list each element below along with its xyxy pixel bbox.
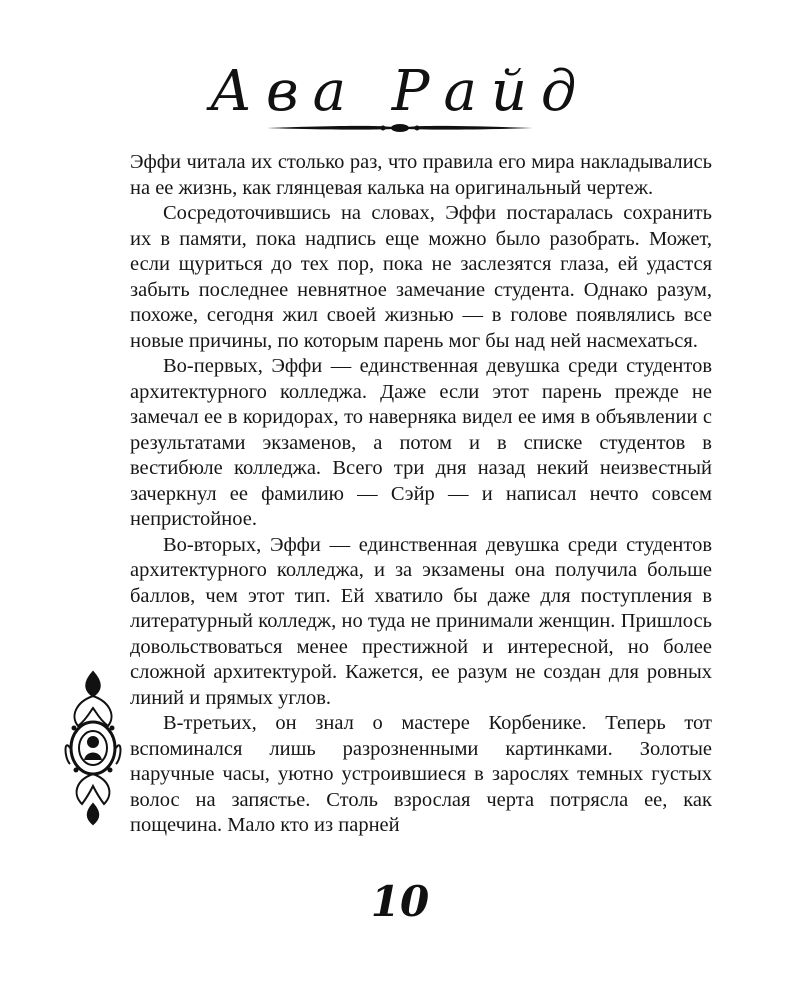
paragraph-2: Сосредоточившись на словах, Эффи постаралась сохранить их в памяти, пока надпись еще можно было разобрать. Может, если щуриться до тех пор, пока не заслезятся глаза, ей удастся забыть последнее невнятное замечание студента. Однако разум, похоже, сегодня жил своей жизнью — в голове появлялись все новые причины, по которым парень мог бы над ней насмехаться. [130,202,712,352]
paragraph-4: Во-вторых, Эффи — единственная девушка среди студентов архитектурного колледжа, и за экзамены она получила больше баллов, чем этот тип. Ей хватило бы даже для поступления в литературный колледж, но туда не принимали женщин. Пришлось довольствоваться менее престижной и интересной, но более сложной архитектурой. Кажется, ее разум не создан для ровных линий и прямых углов. [130,533,712,709]
body-text [130,150,712,839]
side-ornament-icon [62,668,124,828]
paragraph-5: В-третьих, он знал о мастере Корбенике. Теперь тот вспоминался лишь разрозненными картинками. Золотые наручные часы, уютно устроившиеся в зарослях темных густых волос на запястье. Столь взрослая черта потрясла ее, как пощечина. Мало кто из парней [130,712,712,836]
paragraph-1: Эффи читала их столько раз, что правила его мира накладывались на ее жизнь, как глянцевая калька на оригинальный чертеж. [130,151,712,199]
paragraph-3: Во-первых, Эффи — единственная девушка среди студентов архитектурного колледжа. Даже если этот парень прежде не замечал ее в коридорах, то наверняка видел ее имя в объявлении с результатами экзаменов, а потом и в списке студентов в вестибюле колледжа. Всего три дня назад некий неизвестный зачеркнул ее фамилию — Сэйр — и написал нечто совсем непристойное. [130,355,712,530]
running-header-author: Ава Райд [209,59,591,124]
header-divider-ornament [265,118,535,138]
page-number: 10 [370,877,430,926]
